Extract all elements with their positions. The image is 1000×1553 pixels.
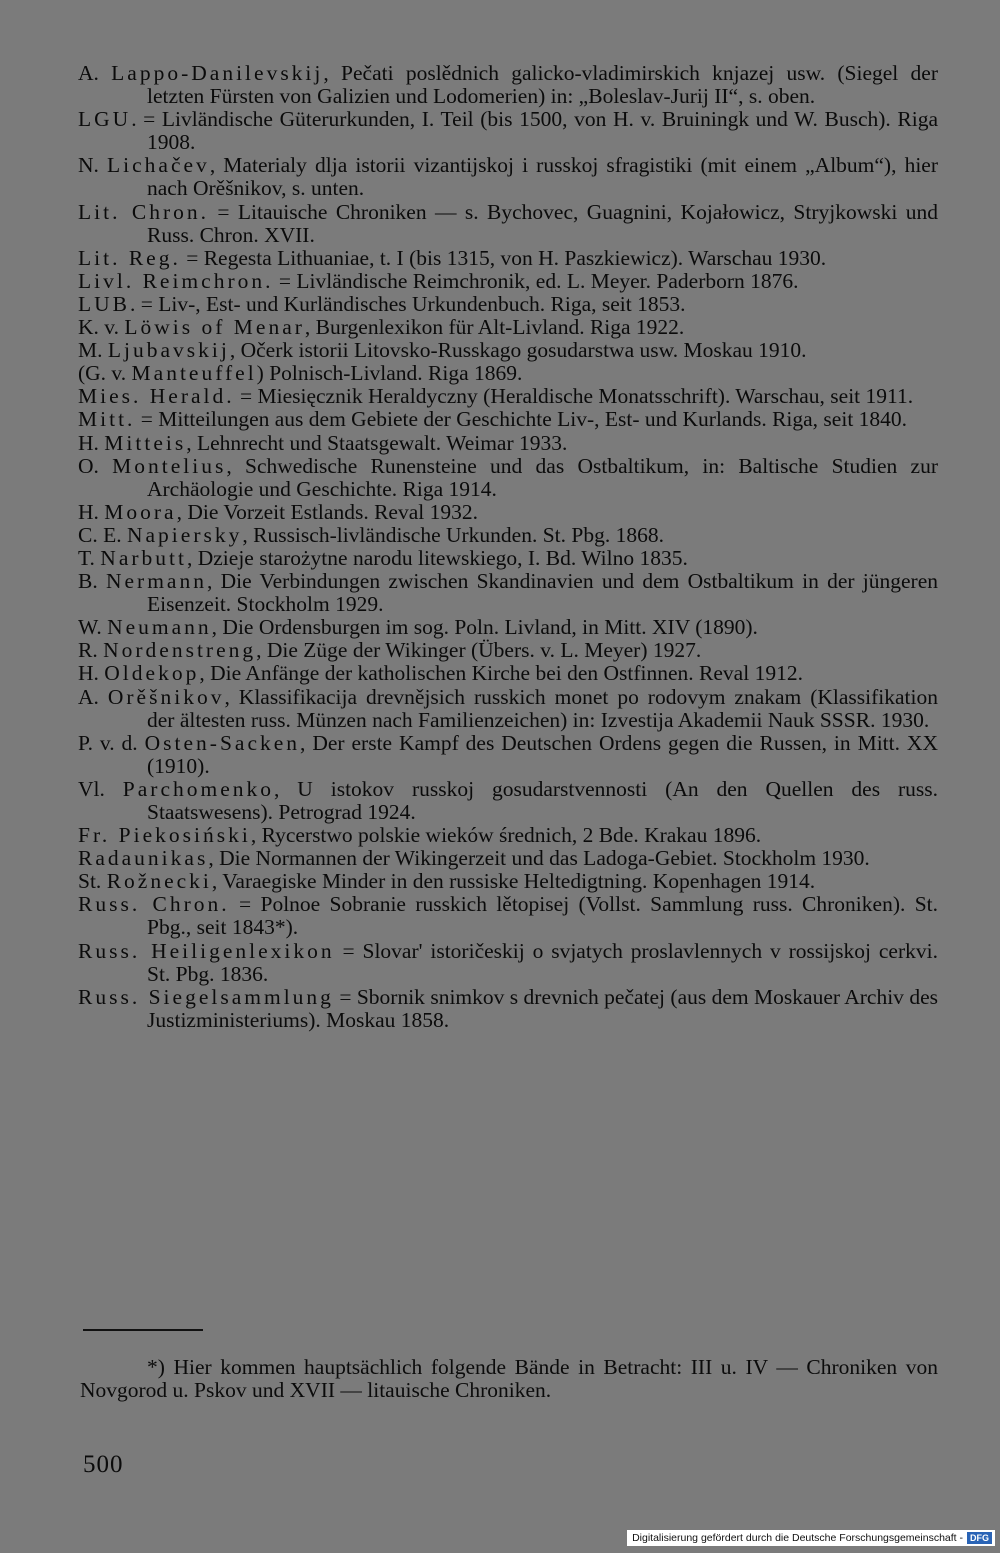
bibliography-entry <box>78 686 938 732</box>
entry-author: Livl. Reimchron. <box>78 268 274 293</box>
bibliography-entry <box>78 893 938 939</box>
entry-prefix: H. <box>78 430 105 455</box>
bibliography-entry <box>78 154 938 200</box>
bibliography-entry <box>78 824 938 847</box>
entry-prefix: K. v. <box>78 315 125 340</box>
entry-text: = Miesięcznik Heraldyczny (Heraldische Monatsschrift). Warschau, seit 1911. <box>234 384 914 409</box>
entry-text: , Die Vorzeit Estlands. Reval 1932. <box>176 499 478 524</box>
entry-text: , U istokov russkoj gosudarstvennosti (An den Quellen des russ. Staatswesens). Petrograd 1924. <box>147 776 939 824</box>
entry-text: , Dzieje starożytne narodu litewskiego, I. Bd. Wilno 1835. <box>186 545 688 570</box>
entry-prefix: A. <box>78 684 108 709</box>
entry-text: , Schwedische Runensteine und das Ostbaltikum, in: Baltische Studien zur Archäologie und Geschichte. Riga 1914. <box>147 453 939 501</box>
credit-text: Digitalisierung gefördert durch die Deutsche Forschungsgemeinschaft - <box>632 1532 963 1544</box>
footnote: *) Hier kommen hauptsächlich folgende Bände in Betracht: III u. IV — Chroniken von Novgorod u. Pskov und XVII — litauische Chroniken. <box>80 1355 938 1403</box>
entry-author: Mitt. <box>78 407 136 432</box>
entry-author: Napiersky <box>126 522 243 547</box>
bibliography-entry <box>78 362 938 385</box>
entry-text: , Die Normannen der Wikingerzeit und das Ladoga-Gebiet. Stockholm 1930. <box>208 846 870 871</box>
entry-author: Ljubavskij <box>107 338 230 363</box>
entry-text: , Materialy dlja istorii vizantijskoj i russkoj sfragistiki (mit einem „Album“), hier nach Orěšnikov, s. unten. <box>147 153 939 201</box>
entry-author: Osten-Sacken <box>144 730 301 755</box>
bibliography-entry <box>78 986 938 1032</box>
entry-prefix: (G. v. <box>78 361 132 386</box>
entry-prefix: O. <box>78 453 113 478</box>
entry-author: Mitteis <box>104 430 187 455</box>
entry-text: , Pečati poslědnich galicko-vladimirskich knjazej usw. (Siegel der letzten Fürsten von Galizien und Lodomerien) in: „Boleslav-Jurij II“, s. oben. <box>147 61 938 109</box>
bibliography-entry <box>78 316 938 339</box>
footnote-rule <box>83 1329 203 1331</box>
entry-author: Parchomenko <box>122 776 275 801</box>
entry-author: Narbutt <box>100 545 187 570</box>
bibliography-entry <box>78 662 938 685</box>
bibliography-entry <box>78 847 938 870</box>
bibliography-entry <box>78 293 938 316</box>
bibliography-entry <box>78 616 938 639</box>
entry-text: , Očerk istorii Litovsko-Russkago gosudarstwa usw. Moskau 1910. <box>229 338 807 363</box>
entry-prefix: C. E. <box>78 522 127 547</box>
bibliography-list <box>78 62 938 1032</box>
entry-author: Russ. Siegelsammlung <box>78 984 334 1009</box>
bibliography-entry <box>78 940 938 986</box>
bibliography-entry <box>78 524 938 547</box>
entry-text: . = Livländische Güterurkunden, I. Teil (bis 1500, von H. v. Bruiningk und W. Busch). Riga 1908. <box>131 107 938 155</box>
bibliography-entry <box>78 547 938 570</box>
entry-author: Oldekop <box>104 661 200 686</box>
entry-prefix: H. <box>78 661 105 686</box>
entry-author: Lichačev <box>107 153 210 178</box>
page-number: 500 <box>83 1451 124 1478</box>
entry-author: Fr. Piekosiński <box>78 823 251 848</box>
bibliography-entry <box>78 870 938 893</box>
entry-text: = Polnoe Sobranie russkich lětopisej (Vollst. Sammlung russ. Chroniken). St. Pbg., seit 1843*). <box>147 892 938 940</box>
bibliography-entry <box>78 501 938 524</box>
bibliography-entry <box>78 201 938 247</box>
entry-author: Rožnecki <box>106 869 212 894</box>
entry-author: Nordenstreng <box>103 638 257 663</box>
entry-author: Montelius <box>112 453 227 478</box>
entry-text: , Rycerstwo polskie wieków średnich, 2 Bde. Krakau 1896. <box>250 823 762 848</box>
entry-text: , Die Verbindungen zwischen Skandinavien und dem Ostbaltikum in der jüngeren Eisenzeit. Stockholm 1929. <box>147 569 939 617</box>
bibliography-entry <box>78 639 938 662</box>
entry-author: Russ. Chron. <box>78 892 230 917</box>
entry-prefix: T. <box>78 545 101 570</box>
entry-text: = Slovar' istoričeskij o svjatych proslavlennych v rossijskoj cerkvi. St. Pbg. 1836. <box>147 938 938 986</box>
bibliography-entry <box>78 339 938 362</box>
entry-author: Lappo-Danilevskij <box>111 61 324 85</box>
bibliography-entry <box>78 570 938 616</box>
entry-prefix: N. <box>78 153 108 178</box>
entry-text: = Regesta Lithuaniae, t. I (bis 1315, von H. Paszkiewicz). Warschau 1930. <box>180 245 827 270</box>
entry-text: . = Liv-, Est- und Kurländisches Urkundenbuch. Riga, seit 1853. <box>130 291 686 316</box>
entry-author: Lit. Reg. <box>78 245 181 270</box>
entry-prefix: A. <box>78 61 112 85</box>
bibliography-entry <box>78 778 938 824</box>
bibliography-entry <box>78 385 938 408</box>
entry-prefix: W. <box>78 615 108 640</box>
bibliography-entry <box>78 62 938 108</box>
entry-text: , Lehnrecht und Staatsgewalt. Weimar 1933. <box>186 430 568 455</box>
bibliography-entry <box>78 270 938 293</box>
bibliography-entry <box>78 432 938 455</box>
entry-text: , Burgenlexikon für Alt-Livland. Riga 1922. <box>304 315 685 340</box>
entry-author: Orěšnikov <box>107 684 225 709</box>
entry-text: = Livländische Reimchronik, ed. L. Meyer. Paderborn 1876. <box>273 268 799 293</box>
entry-text: , Die Züge der Wikinger (Übers. v. L. Meyer) 1927. <box>256 638 702 663</box>
bibliography-entry <box>78 455 938 501</box>
entry-text: , Russisch-livländische Urkunden. St. Pbg. 1868. <box>242 522 664 547</box>
entry-text: , Die Anfänge der katholischen Kirche bei den Ostfinnen. Reval 1912. <box>199 661 803 686</box>
digitization-credit <box>627 1530 995 1546</box>
bibliography-entry <box>78 247 938 270</box>
entry-author: LGU <box>78 107 132 132</box>
bibliography-entry <box>78 108 938 154</box>
entry-prefix: H. <box>78 499 105 524</box>
entry-text: , Die Ordensburgen im sog. Poln. Livland, in Mitt. XIV (1890). <box>211 615 758 640</box>
entry-author: Moora <box>104 499 177 524</box>
entry-text: , Klassifikacija drevnějsich russkich monet po rodovym znakam (Klassifikation der ältesten russ. Münzen nach Familienzeichen) in: Izvestija Akademii Nauk SSSR. 1930. <box>147 684 938 732</box>
entry-author: Manteuffel <box>131 361 257 386</box>
entry-text: = Mitteilungen aus dem Gebiete der Geschichte Liv-, Est- und Kurlands. Riga, seit 1840. <box>135 407 908 432</box>
bibliography-entry <box>78 732 938 778</box>
entry-text: ) Polnisch-Livland. Riga 1869. <box>256 361 523 386</box>
entry-text: = Sbornik snimkov s drevnich pečatej (aus dem Moskauer Archiv des Justizministeriums). Moskau 1858. <box>147 984 938 1032</box>
bibliography-entry <box>78 408 938 431</box>
entry-author: LUB <box>78 291 130 316</box>
entry-text: = Litauische Chroniken — s. Bychovec, Guagnini, Kojałowicz, Stryjkowski und Russ. Chron. XVII. <box>147 199 938 247</box>
entry-author: Russ. Heiligenlexikon <box>78 938 335 963</box>
entry-prefix: P. v. d. <box>78 730 145 755</box>
entry-text: , Varaegiske Minder in den russiske Heltedigtning. Kopenhagen 1914. <box>211 869 816 894</box>
dfg-logo-icon: DFG <box>967 1532 992 1544</box>
entry-prefix: St. <box>78 869 107 894</box>
entry-prefix: B. <box>78 569 106 594</box>
entry-prefix: Vl. <box>78 776 123 801</box>
entry-author: Neumann <box>107 615 212 640</box>
entry-prefix: M. <box>78 338 108 363</box>
entry-text: , Der erste Kampf des Deutschen Ordens gegen die Russen, in Mitt. XX (1910). <box>147 730 938 778</box>
entry-author: Radaunikas <box>78 846 209 871</box>
entry-author: Lit. Chron. <box>78 199 209 224</box>
entry-author: Nermann <box>105 569 207 594</box>
entry-author: Löwis of Menar <box>124 315 305 340</box>
entry-author: Mies. Herald. <box>78 384 235 409</box>
entry-prefix: R. <box>78 638 104 663</box>
